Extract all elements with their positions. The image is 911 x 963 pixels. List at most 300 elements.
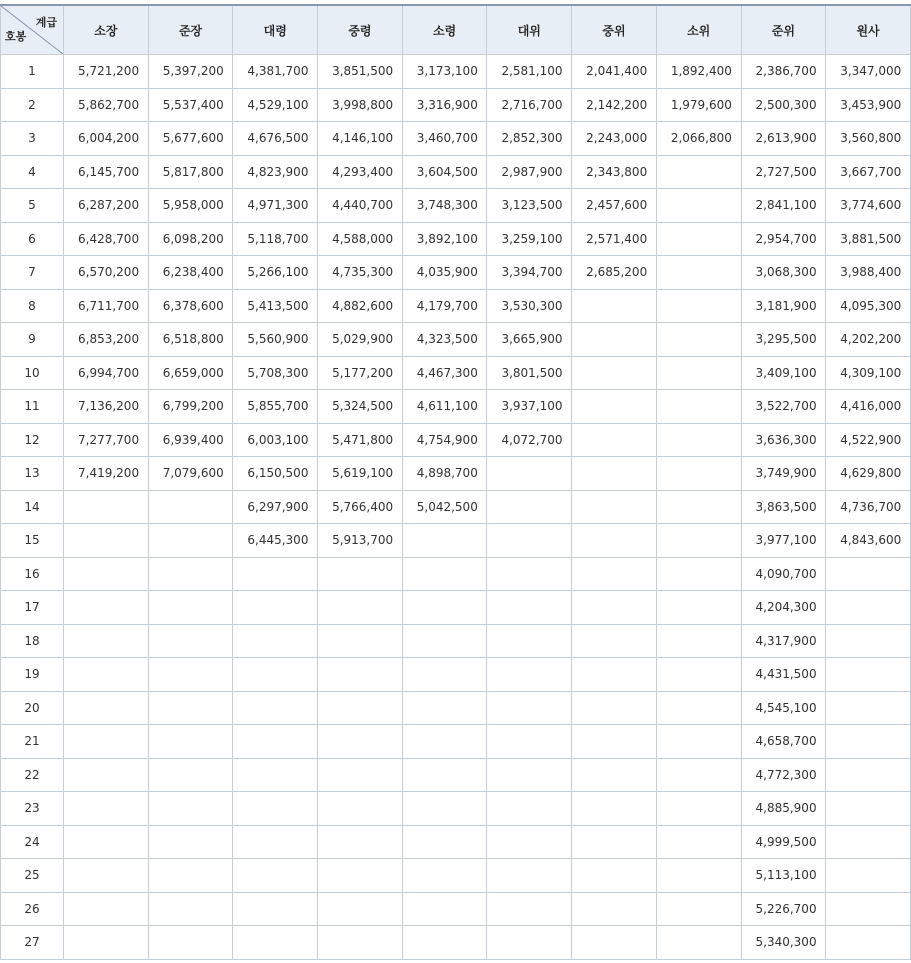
salary-cell: 5,118,700 bbox=[233, 222, 318, 256]
salary-cell bbox=[318, 758, 403, 792]
salary-cell bbox=[572, 825, 657, 859]
salary-cell: 4,754,900 bbox=[402, 423, 487, 457]
salary-cell bbox=[64, 825, 149, 859]
header-rank-4: 소령 bbox=[402, 5, 487, 55]
salary-cell bbox=[656, 926, 741, 960]
salary-cell: 1,892,400 bbox=[656, 55, 741, 89]
salary-cell: 6,570,200 bbox=[64, 256, 149, 290]
table-row bbox=[1, 624, 911, 658]
step-number-cell: 26 bbox=[1, 892, 64, 926]
salary-cell: 1,979,600 bbox=[656, 88, 741, 122]
salary-cell bbox=[487, 490, 572, 524]
header-rank-1: 준장 bbox=[148, 5, 233, 55]
table-row bbox=[1, 423, 911, 457]
salary-cell bbox=[402, 557, 487, 591]
salary-cell bbox=[487, 624, 572, 658]
salary-cell bbox=[64, 490, 149, 524]
salary-cell bbox=[656, 859, 741, 893]
salary-cell bbox=[318, 591, 403, 625]
salary-cell bbox=[826, 892, 911, 926]
salary-cell: 5,817,800 bbox=[148, 155, 233, 189]
salary-cell: 3,522,700 bbox=[741, 390, 826, 424]
salary-cell bbox=[656, 457, 741, 491]
salary-cell bbox=[572, 792, 657, 826]
salary-cell bbox=[656, 591, 741, 625]
salary-cell bbox=[233, 892, 318, 926]
salary-cell: 6,297,900 bbox=[233, 490, 318, 524]
step-number-cell: 20 bbox=[1, 691, 64, 725]
salary-cell: 2,954,700 bbox=[741, 222, 826, 256]
salary-cell bbox=[572, 323, 657, 357]
salary-cell bbox=[233, 691, 318, 725]
salary-cell: 5,677,600 bbox=[148, 122, 233, 156]
salary-cell bbox=[233, 591, 318, 625]
table-row bbox=[1, 825, 911, 859]
salary-cell bbox=[487, 524, 572, 558]
salary-cell bbox=[148, 792, 233, 826]
salary-cell bbox=[656, 155, 741, 189]
salary-cell: 5,560,900 bbox=[233, 323, 318, 357]
salary-cell: 4,072,700 bbox=[487, 423, 572, 457]
table-row bbox=[1, 926, 911, 960]
salary-cell: 3,748,300 bbox=[402, 189, 487, 223]
salary-cell bbox=[64, 624, 149, 658]
salary-cell: 2,142,200 bbox=[572, 88, 657, 122]
step-number-cell: 13 bbox=[1, 457, 64, 491]
step-number-cell: 23 bbox=[1, 792, 64, 826]
salary-cell: 4,431,500 bbox=[741, 658, 826, 692]
header-rank-0: 소장 bbox=[64, 5, 149, 55]
salary-cell bbox=[656, 189, 741, 223]
salary-cell: 6,799,200 bbox=[148, 390, 233, 424]
salary-cell bbox=[487, 892, 572, 926]
salary-cell: 2,243,000 bbox=[572, 122, 657, 156]
corner-header-cell bbox=[1, 5, 64, 55]
table-row bbox=[1, 725, 911, 759]
salary-cell: 2,066,800 bbox=[656, 122, 741, 156]
salary-cell: 2,685,200 bbox=[572, 256, 657, 290]
salary-cell: 4,736,700 bbox=[826, 490, 911, 524]
salary-cell bbox=[148, 490, 233, 524]
salary-cell bbox=[656, 792, 741, 826]
salary-cell: 3,977,100 bbox=[741, 524, 826, 558]
salary-cell bbox=[148, 825, 233, 859]
salary-cell bbox=[148, 758, 233, 792]
salary-cell bbox=[487, 825, 572, 859]
salary-cell bbox=[826, 725, 911, 759]
salary-cell bbox=[826, 859, 911, 893]
salary-cell bbox=[318, 792, 403, 826]
salary-cell: 4,545,100 bbox=[741, 691, 826, 725]
salary-cell bbox=[487, 758, 572, 792]
salary-cell: 4,529,100 bbox=[233, 88, 318, 122]
table-body bbox=[1, 55, 911, 960]
salary-cell: 6,939,400 bbox=[148, 423, 233, 457]
salary-cell: 5,766,400 bbox=[318, 490, 403, 524]
salary-cell bbox=[572, 892, 657, 926]
header-rank-5: 대위 bbox=[487, 5, 572, 55]
salary-cell bbox=[656, 323, 741, 357]
salary-cell bbox=[64, 859, 149, 893]
salary-cell: 4,882,600 bbox=[318, 289, 403, 323]
salary-cell: 4,146,100 bbox=[318, 122, 403, 156]
salary-cell bbox=[233, 758, 318, 792]
salary-cell: 2,987,900 bbox=[487, 155, 572, 189]
salary-cell bbox=[656, 892, 741, 926]
salary-cell bbox=[656, 356, 741, 390]
table-row bbox=[1, 859, 911, 893]
salary-cell bbox=[64, 892, 149, 926]
table-row bbox=[1, 122, 911, 156]
salary-cell: 6,150,500 bbox=[233, 457, 318, 491]
salary-cell bbox=[572, 490, 657, 524]
salary-cell bbox=[572, 624, 657, 658]
salary-cell: 6,287,200 bbox=[64, 189, 149, 223]
salary-cell bbox=[318, 725, 403, 759]
salary-cell bbox=[572, 457, 657, 491]
salary-cell: 4,629,800 bbox=[826, 457, 911, 491]
step-number-cell: 15 bbox=[1, 524, 64, 558]
salary-cell bbox=[656, 624, 741, 658]
salary-cell bbox=[148, 624, 233, 658]
salary-cell: 4,317,900 bbox=[741, 624, 826, 658]
salary-cell: 3,181,900 bbox=[741, 289, 826, 323]
salary-cell: 3,530,300 bbox=[487, 289, 572, 323]
salary-cell bbox=[402, 691, 487, 725]
salary-cell: 5,029,900 bbox=[318, 323, 403, 357]
salary-cell: 5,913,700 bbox=[318, 524, 403, 558]
salary-cell bbox=[233, 624, 318, 658]
step-number-cell: 19 bbox=[1, 658, 64, 692]
header-rank-6: 중위 bbox=[572, 5, 657, 55]
salary-cell: 4,999,500 bbox=[741, 825, 826, 859]
salary-cell: 7,079,600 bbox=[148, 457, 233, 491]
salary-cell: 6,098,200 bbox=[148, 222, 233, 256]
salary-cell: 6,711,700 bbox=[64, 289, 149, 323]
salary-cell bbox=[826, 624, 911, 658]
salary-cell: 5,177,200 bbox=[318, 356, 403, 390]
salary-cell: 3,988,400 bbox=[826, 256, 911, 290]
table-row bbox=[1, 658, 911, 692]
salary-cell bbox=[402, 524, 487, 558]
table-row bbox=[1, 524, 911, 558]
salary-cell: 5,471,800 bbox=[318, 423, 403, 457]
salary-cell bbox=[318, 926, 403, 960]
step-number-cell: 10 bbox=[1, 356, 64, 390]
salary-cell bbox=[826, 926, 911, 960]
salary-cell: 3,123,500 bbox=[487, 189, 572, 223]
salary-cell: 4,823,900 bbox=[233, 155, 318, 189]
salary-cell: 4,179,700 bbox=[402, 289, 487, 323]
salary-cell: 5,266,100 bbox=[233, 256, 318, 290]
salary-cell: 4,309,100 bbox=[826, 356, 911, 390]
salary-cell: 3,863,500 bbox=[741, 490, 826, 524]
header-rank-9: 원사 bbox=[826, 5, 911, 55]
table-row bbox=[1, 490, 911, 524]
salary-cell: 3,774,600 bbox=[826, 189, 911, 223]
salary-cell: 2,581,100 bbox=[487, 55, 572, 89]
salary-cell bbox=[148, 591, 233, 625]
salary-cell bbox=[656, 825, 741, 859]
salary-cell bbox=[487, 725, 572, 759]
header-rank-2: 대령 bbox=[233, 5, 318, 55]
salary-cell: 4,323,500 bbox=[402, 323, 487, 357]
salary-cell: 5,413,500 bbox=[233, 289, 318, 323]
salary-cell bbox=[318, 859, 403, 893]
table-row bbox=[1, 457, 911, 491]
header-rank-8: 준위 bbox=[741, 5, 826, 55]
salary-cell: 6,428,700 bbox=[64, 222, 149, 256]
salary-cell: 3,347,000 bbox=[826, 55, 911, 89]
step-number-cell: 11 bbox=[1, 390, 64, 424]
salary-cell: 6,659,000 bbox=[148, 356, 233, 390]
salary-cell: 3,394,700 bbox=[487, 256, 572, 290]
salary-cell: 3,604,500 bbox=[402, 155, 487, 189]
salary-cell bbox=[656, 289, 741, 323]
table-row bbox=[1, 189, 911, 223]
salary-cell: 5,619,100 bbox=[318, 457, 403, 491]
salary-cell: 4,204,300 bbox=[741, 591, 826, 625]
salary-cell: 4,772,300 bbox=[741, 758, 826, 792]
salary-cell bbox=[233, 725, 318, 759]
salary-cell bbox=[148, 524, 233, 558]
salary-cell bbox=[572, 691, 657, 725]
salary-cell: 2,727,500 bbox=[741, 155, 826, 189]
table-row bbox=[1, 323, 911, 357]
salary-cell bbox=[656, 725, 741, 759]
table-row bbox=[1, 256, 911, 290]
salary-cell: 4,416,000 bbox=[826, 390, 911, 424]
table-row bbox=[1, 792, 911, 826]
salary-cell bbox=[318, 658, 403, 692]
salary-cell: 7,136,200 bbox=[64, 390, 149, 424]
salary-cell: 3,316,900 bbox=[402, 88, 487, 122]
salary-cell bbox=[487, 691, 572, 725]
salary-cell bbox=[826, 658, 911, 692]
salary-cell: 2,841,100 bbox=[741, 189, 826, 223]
salary-cell bbox=[64, 591, 149, 625]
salary-cell bbox=[487, 859, 572, 893]
salary-cell bbox=[402, 825, 487, 859]
step-number-cell: 27 bbox=[1, 926, 64, 960]
salary-cell bbox=[656, 691, 741, 725]
salary-cell: 7,277,700 bbox=[64, 423, 149, 457]
salary-cell: 4,522,900 bbox=[826, 423, 911, 457]
salary-cell bbox=[572, 758, 657, 792]
table-row bbox=[1, 356, 911, 390]
salary-cell bbox=[402, 725, 487, 759]
salary-cell: 5,721,200 bbox=[64, 55, 149, 89]
salary-cell bbox=[402, 792, 487, 826]
table-row bbox=[1, 55, 911, 89]
salary-cell bbox=[487, 457, 572, 491]
salary-cell bbox=[572, 356, 657, 390]
step-number-cell: 7 bbox=[1, 256, 64, 290]
salary-cell bbox=[402, 859, 487, 893]
salary-cell bbox=[402, 892, 487, 926]
salary-cell bbox=[233, 557, 318, 591]
salary-cell: 4,090,700 bbox=[741, 557, 826, 591]
salary-cell bbox=[656, 658, 741, 692]
step-number-cell: 8 bbox=[1, 289, 64, 323]
salary-cell bbox=[148, 725, 233, 759]
corner-label-rank: 계급 bbox=[35, 16, 57, 29]
step-number-cell: 5 bbox=[1, 189, 64, 223]
salary-cell: 2,386,700 bbox=[741, 55, 826, 89]
salary-cell: 2,571,400 bbox=[572, 222, 657, 256]
salary-cell: 4,676,500 bbox=[233, 122, 318, 156]
salary-cell: 4,885,900 bbox=[741, 792, 826, 826]
salary-cell: 5,226,700 bbox=[741, 892, 826, 926]
salary-cell bbox=[656, 256, 741, 290]
salary-cell bbox=[826, 691, 911, 725]
salary-cell: 5,708,300 bbox=[233, 356, 318, 390]
table-row bbox=[1, 758, 911, 792]
salary-cell bbox=[148, 926, 233, 960]
salary-cell bbox=[148, 892, 233, 926]
salary-cell: 4,440,700 bbox=[318, 189, 403, 223]
salary-cell bbox=[402, 658, 487, 692]
step-number-cell: 2 bbox=[1, 88, 64, 122]
salary-cell: 3,560,800 bbox=[826, 122, 911, 156]
salary-cell bbox=[64, 926, 149, 960]
salary-cell bbox=[572, 390, 657, 424]
salary-cell: 4,293,400 bbox=[318, 155, 403, 189]
salary-cell: 3,749,900 bbox=[741, 457, 826, 491]
salary-cell: 5,537,400 bbox=[148, 88, 233, 122]
salary-cell: 6,378,600 bbox=[148, 289, 233, 323]
step-number-cell: 21 bbox=[1, 725, 64, 759]
salary-cell: 6,145,700 bbox=[64, 155, 149, 189]
salary-cell: 5,113,100 bbox=[741, 859, 826, 893]
step-number-cell: 16 bbox=[1, 557, 64, 591]
salary-cell bbox=[318, 624, 403, 658]
salary-cell: 2,613,900 bbox=[741, 122, 826, 156]
step-number-cell: 1 bbox=[1, 55, 64, 89]
pay-table bbox=[0, 4, 911, 960]
salary-cell: 2,343,800 bbox=[572, 155, 657, 189]
salary-cell: 5,855,700 bbox=[233, 390, 318, 424]
table-header bbox=[1, 5, 911, 55]
salary-cell: 3,998,800 bbox=[318, 88, 403, 122]
salary-cell bbox=[572, 557, 657, 591]
salary-cell bbox=[402, 624, 487, 658]
salary-cell: 5,862,700 bbox=[64, 88, 149, 122]
table-row bbox=[1, 222, 911, 256]
table-row bbox=[1, 557, 911, 591]
salary-cell: 6,853,200 bbox=[64, 323, 149, 357]
salary-cell bbox=[572, 658, 657, 692]
salary-cell bbox=[487, 792, 572, 826]
salary-cell bbox=[826, 591, 911, 625]
salary-cell: 3,801,500 bbox=[487, 356, 572, 390]
salary-cell bbox=[233, 792, 318, 826]
salary-cell: 2,716,700 bbox=[487, 88, 572, 122]
step-number-cell: 4 bbox=[1, 155, 64, 189]
step-number-cell: 6 bbox=[1, 222, 64, 256]
salary-cell: 6,518,800 bbox=[148, 323, 233, 357]
salary-cell: 4,971,300 bbox=[233, 189, 318, 223]
pay-table-container bbox=[0, 4, 910, 960]
salary-cell: 4,095,300 bbox=[826, 289, 911, 323]
salary-cell: 5,958,000 bbox=[148, 189, 233, 223]
salary-cell bbox=[148, 859, 233, 893]
table-row bbox=[1, 591, 911, 625]
salary-cell: 3,259,100 bbox=[487, 222, 572, 256]
salary-cell: 3,937,100 bbox=[487, 390, 572, 424]
salary-cell: 4,467,300 bbox=[402, 356, 487, 390]
salary-cell: 3,881,500 bbox=[826, 222, 911, 256]
salary-cell: 4,611,100 bbox=[402, 390, 487, 424]
salary-cell bbox=[402, 758, 487, 792]
salary-cell: 4,898,700 bbox=[402, 457, 487, 491]
salary-cell: 3,295,500 bbox=[741, 323, 826, 357]
salary-cell: 7,419,200 bbox=[64, 457, 149, 491]
salary-cell: 3,667,700 bbox=[826, 155, 911, 189]
salary-cell bbox=[148, 691, 233, 725]
salary-cell bbox=[572, 289, 657, 323]
salary-cell: 2,457,600 bbox=[572, 189, 657, 223]
salary-cell: 3,665,900 bbox=[487, 323, 572, 357]
salary-cell bbox=[572, 591, 657, 625]
salary-cell bbox=[148, 658, 233, 692]
salary-cell bbox=[656, 758, 741, 792]
salary-cell bbox=[233, 859, 318, 893]
salary-cell bbox=[826, 557, 911, 591]
step-number-cell: 18 bbox=[1, 624, 64, 658]
salary-cell bbox=[656, 423, 741, 457]
salary-cell bbox=[656, 524, 741, 558]
header-rank-7: 소위 bbox=[656, 5, 741, 55]
salary-cell bbox=[233, 926, 318, 960]
salary-cell bbox=[64, 691, 149, 725]
salary-cell: 5,042,500 bbox=[402, 490, 487, 524]
salary-cell: 5,340,300 bbox=[741, 926, 826, 960]
step-number-cell: 25 bbox=[1, 859, 64, 893]
salary-cell: 4,843,600 bbox=[826, 524, 911, 558]
salary-cell: 3,892,100 bbox=[402, 222, 487, 256]
salary-cell: 3,409,100 bbox=[741, 356, 826, 390]
salary-cell: 4,035,900 bbox=[402, 256, 487, 290]
salary-cell bbox=[826, 825, 911, 859]
table-row bbox=[1, 390, 911, 424]
salary-cell: 4,588,000 bbox=[318, 222, 403, 256]
table-row bbox=[1, 88, 911, 122]
salary-cell: 6,238,400 bbox=[148, 256, 233, 290]
salary-cell bbox=[487, 557, 572, 591]
step-number-cell: 24 bbox=[1, 825, 64, 859]
salary-cell: 6,004,200 bbox=[64, 122, 149, 156]
header-rank-3: 중령 bbox=[318, 5, 403, 55]
salary-cell: 2,500,300 bbox=[741, 88, 826, 122]
salary-cell: 4,202,200 bbox=[826, 323, 911, 357]
table-row bbox=[1, 155, 911, 189]
salary-cell bbox=[826, 758, 911, 792]
salary-cell: 3,851,500 bbox=[318, 55, 403, 89]
step-number-cell: 3 bbox=[1, 122, 64, 156]
salary-cell bbox=[656, 490, 741, 524]
salary-cell bbox=[318, 557, 403, 591]
salary-cell: 3,453,900 bbox=[826, 88, 911, 122]
salary-cell bbox=[402, 591, 487, 625]
salary-cell bbox=[826, 792, 911, 826]
corner-label-step: 호봉 bbox=[5, 30, 27, 43]
salary-cell: 2,041,400 bbox=[572, 55, 657, 89]
salary-cell bbox=[656, 222, 741, 256]
salary-cell bbox=[64, 557, 149, 591]
salary-cell bbox=[487, 591, 572, 625]
salary-cell bbox=[64, 524, 149, 558]
